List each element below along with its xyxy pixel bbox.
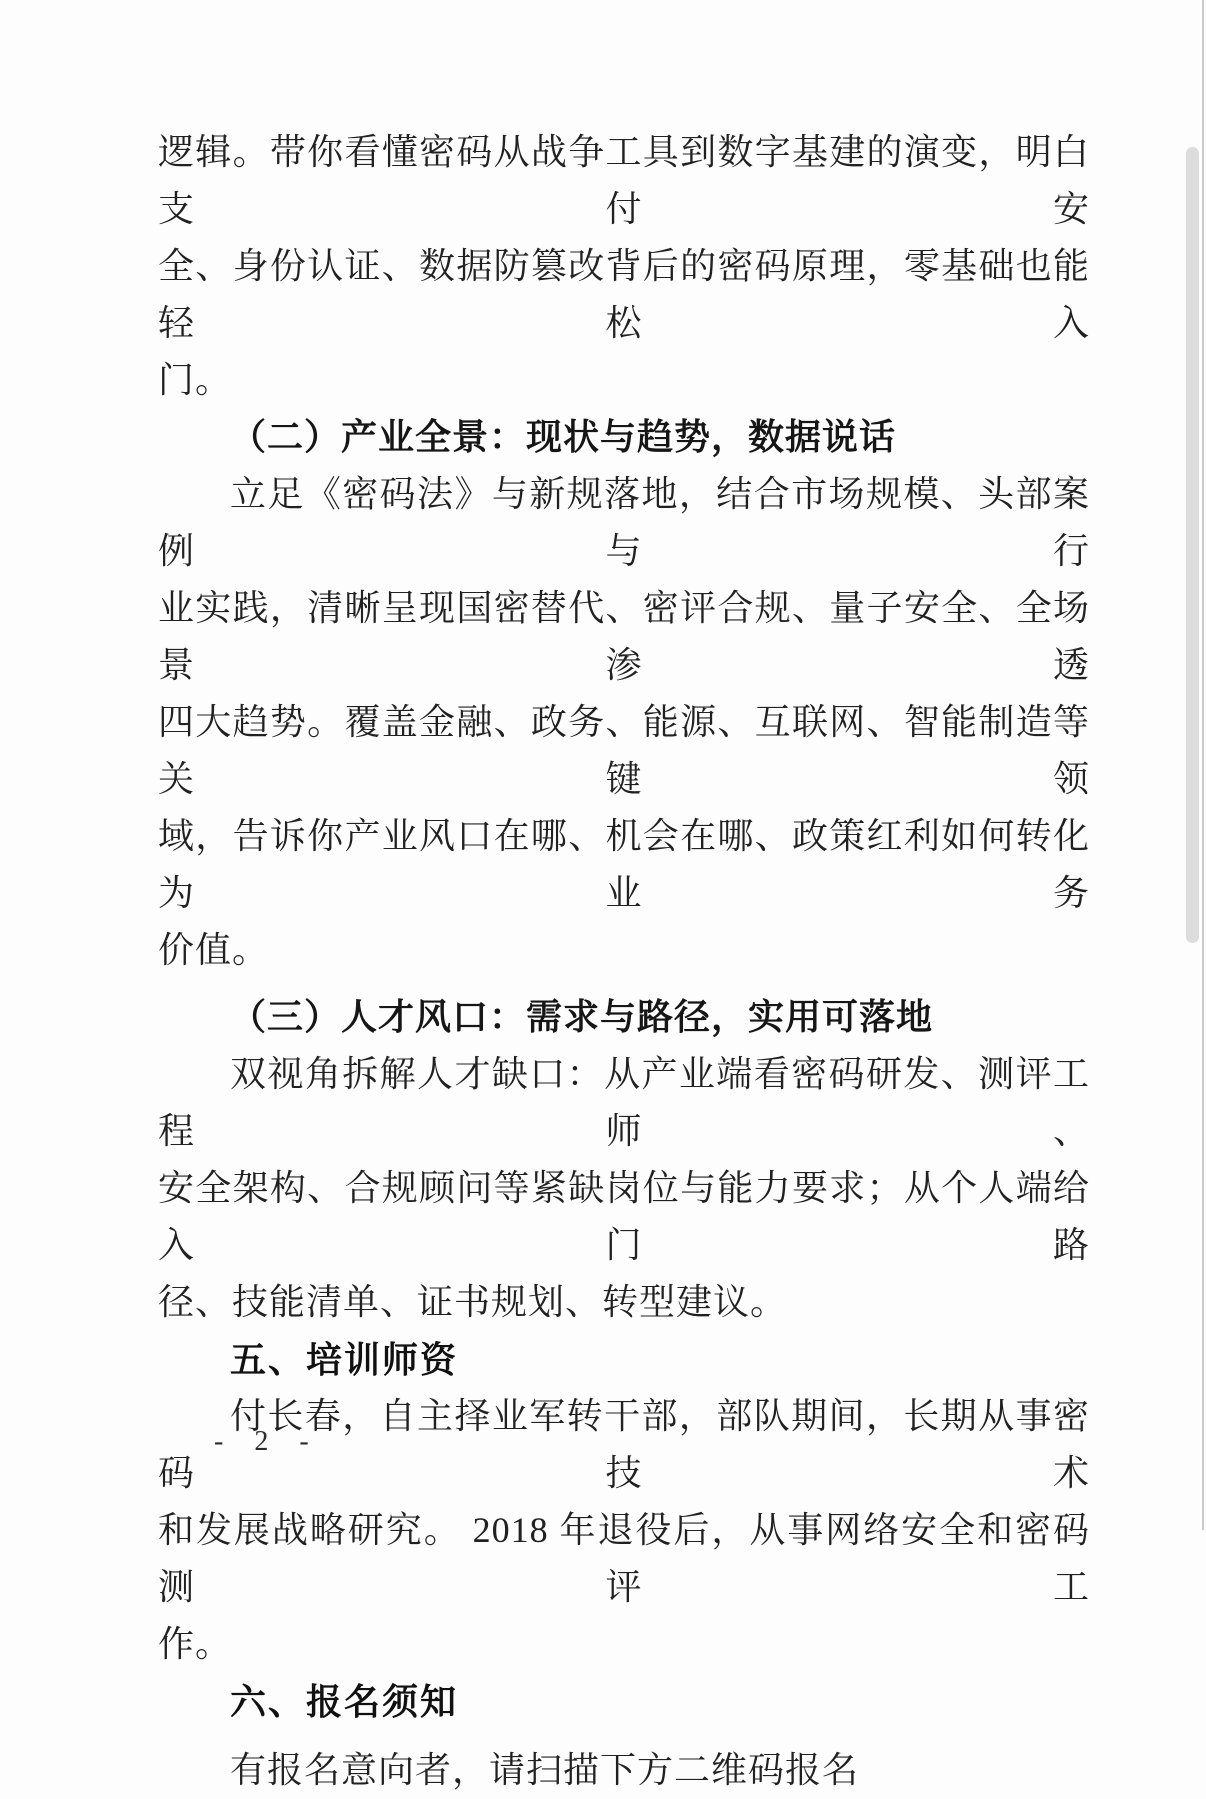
page-number: - 2 -	[214, 1426, 321, 1457]
text-line: 和发展战略研究。 2018 年退役后，从事网络安全和密码测评工	[158, 1510, 1090, 1607]
text-line: 径、技能清单、证书规划、转型建议。	[158, 1282, 788, 1322]
text-line: 双视角拆解人才缺口：从产业端看密码研发、测评工程师、	[158, 1054, 1090, 1151]
section-heading-3: （三）人才风口：需求与路径，实用可落地	[230, 997, 934, 1037]
page-edge-divider	[1202, 0, 1204, 1530]
text-line: 四大趋势。覆盖金融、政务、能源、互联网、智能制造等关键领	[158, 702, 1090, 799]
text-line: 有报名意向者，请扫描下方二维码报名	[230, 1750, 860, 1790]
text-line: 逻辑。带你看懂密码从战争工具到数字基建的演变，明白支付安	[158, 132, 1090, 229]
section-heading-6: 六、报名须知	[230, 1681, 459, 1722]
text-line: 付长春，自主择业军转干部，部队期间，长期从事密码技术	[158, 1396, 1090, 1493]
section-heading-2: （二）产业全景：现状与趋势，数据说话	[230, 417, 897, 457]
document-text-block	[158, 124, 1090, 1799]
text-line: 全、身份认证、数据防篡改背后的密码原理，零基础也能轻松入	[158, 246, 1090, 343]
text-line: 域，告诉你产业风口在哪、机会在哪、政策红利如何转化为业务	[158, 816, 1090, 913]
scrollbar-thumb[interactable]	[1186, 147, 1199, 943]
text-line: 门。	[158, 360, 233, 400]
text-line: 业实践，清晰呈现国密替代、密评合规、量子安全、全场景渗透	[158, 588, 1090, 685]
section-heading-5: 五、培训师资	[230, 1339, 459, 1380]
text-line: 作。	[158, 1624, 233, 1664]
text-line: 价值。	[158, 930, 270, 970]
text-line: 立足《密码法》与新规落地，结合市场规模、头部案例与行	[158, 474, 1090, 571]
text-line: 安全架构、合规顾问等紧缺岗位与能力要求；从个人端给入门路	[158, 1168, 1090, 1265]
